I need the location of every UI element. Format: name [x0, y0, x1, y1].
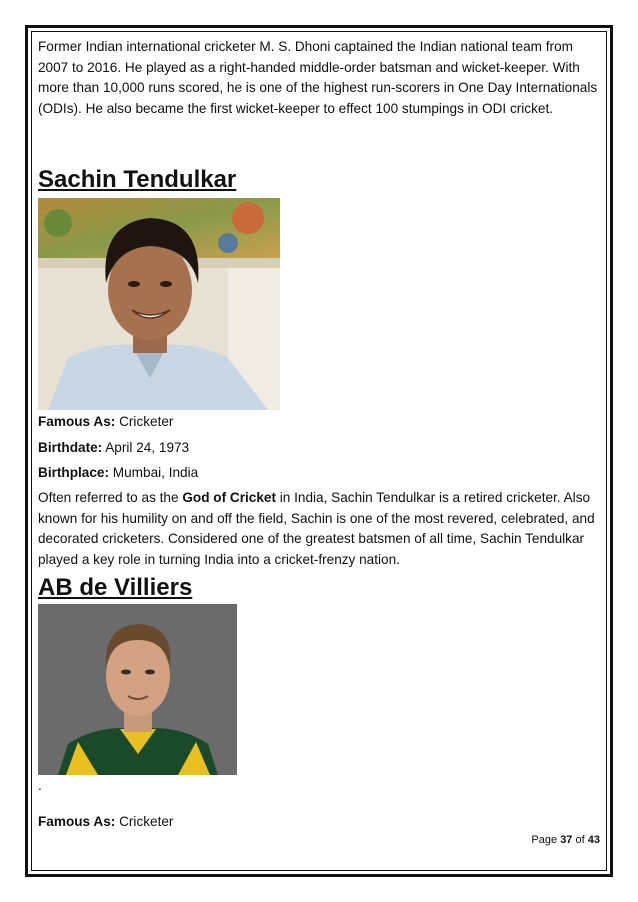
famous-as-label: Famous As: [38, 414, 116, 429]
abd-famous-as-value: Cricketer [119, 814, 174, 829]
desc-bold: God of Cricket [182, 490, 276, 505]
sachin-photo [38, 198, 280, 410]
desc-suffix: in India, Sachin Tendulkar is a retired cricketer. Also known for his humility on and off the field, Sachin is one of the most revered, celebrated, and decorated cricketers. Considered one of the greatest batsmen of all time, Sachin Tendulkar played a key role in turning India into a cricket-frenzy nation. [38, 490, 595, 567]
page-total: 43 [587, 834, 600, 846]
page-current: 37 [560, 834, 573, 846]
section-title-abd: AB de Villiers [38, 574, 193, 601]
abd-famous-as-label: Famous As: [38, 814, 116, 829]
abd-photo [38, 604, 237, 775]
page-number [531, 834, 600, 846]
intro-paragraph: Former Indian international cricketer M. S. Dhoni captained the Indian national team from 2007 to 2016. He played as a right-handed middle-order batsman and wicket-keeper. With more than 10,000 runs scored, he is one of the highest run-scorers in One Day Internationals (ODIs). He also became the first wicket-keeper to effect 100 stumpings in ODI cricket. [38, 39, 598, 116]
birthdate-value: April 24, 1973 [105, 440, 190, 455]
birthplace-row [38, 463, 198, 483]
of-label: of [575, 834, 585, 846]
sachin-description [38, 488, 600, 570]
birthplace-value: Mumbai, India [112, 465, 199, 480]
page-label: Page [531, 834, 558, 846]
stray-dot: . [38, 778, 42, 793]
birthdate-row [38, 438, 189, 458]
desc-prefix: Often referred to as the [38, 490, 183, 505]
famous-as-value: Cricketer [119, 414, 174, 429]
birthdate-label: Birthdate: [38, 440, 103, 455]
abd-famous-as-row [38, 812, 173, 832]
section-title-sachin: Sachin Tendulkar [38, 166, 237, 193]
birthplace-label: Birthplace: [38, 465, 110, 480]
famous-as-row [38, 412, 173, 432]
